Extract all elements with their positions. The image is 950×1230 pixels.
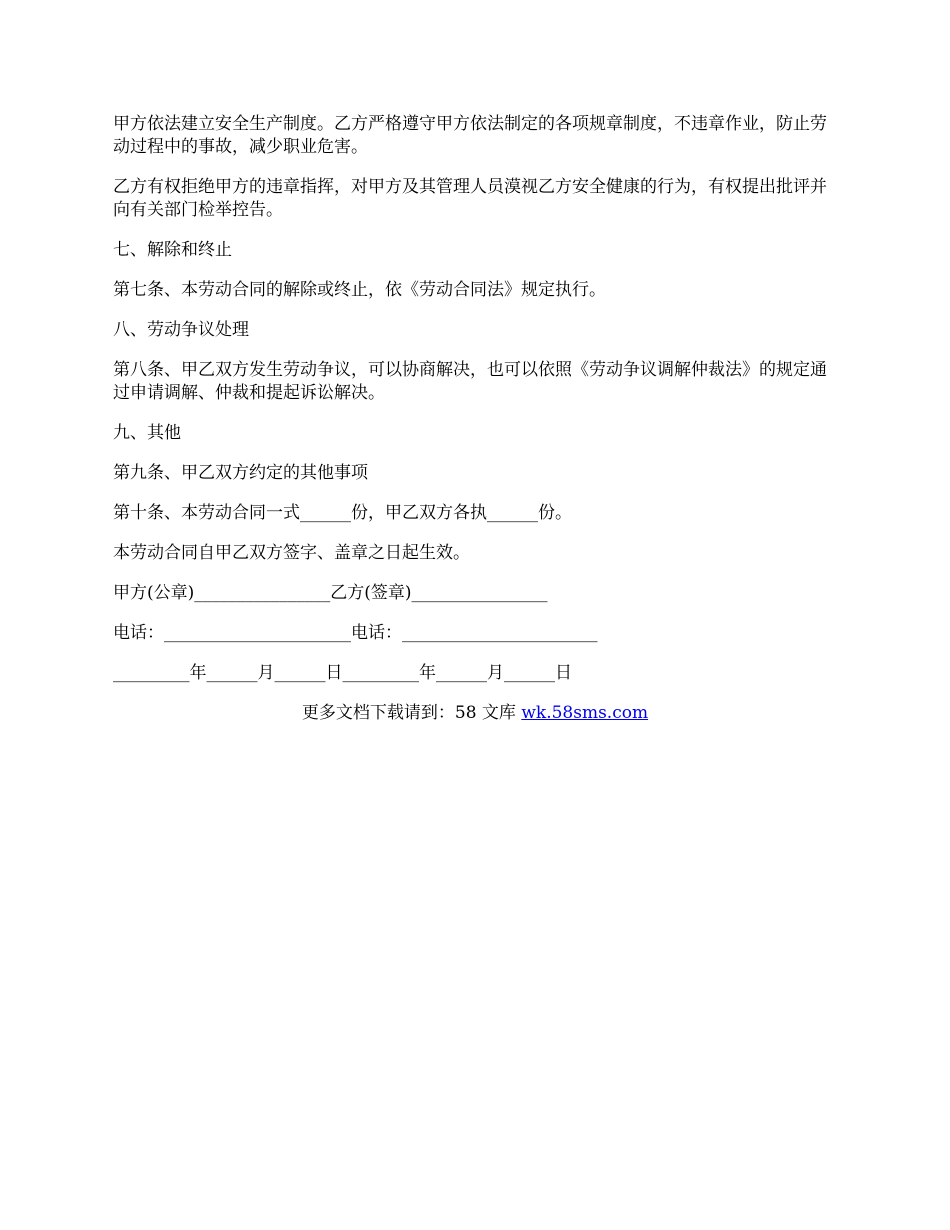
signature-line: 甲方(公章)________________乙方(签章)________________ — [113, 583, 548, 603]
paragraph-safety-rules: 甲方依法建立安全生产制度。乙方严格遵守甲方依法制定的各项规章制度，不违章作业，防止劳动过程中的事故，减少职业危害。 — [113, 114, 827, 157]
section-heading-termination: 七、解除和终止 — [113, 240, 232, 260]
phone-line: 电话：______________________电话：_______________________ — [113, 623, 598, 643]
document-body — [113, 113, 843, 685]
article-9: 第九条、甲乙双方约定的其他事项 — [113, 463, 368, 483]
download-footer — [0, 702, 950, 725]
paragraph-refuse-orders: 乙方有权拒绝甲方的违章指挥，对甲方及其管理人员漠视乙方安全健康的行为，有权提出批评并向有关部门检举控告。 — [113, 177, 827, 220]
footer-text: 更多文档下载请到：58 文库 — [301, 703, 522, 723]
article-10: 第十条、本劳动合同一式______份，甲乙双方各执______份。 — [113, 503, 572, 523]
article-7: 第七条、本劳动合同的解除或终止，依《劳动合同法》规定执行。 — [113, 280, 606, 300]
section-heading-other: 九、其他 — [113, 423, 181, 443]
effective-clause: 本劳动合同自甲乙双方签字、盖章之日起生效。 — [113, 543, 470, 563]
article-8: 第八条、甲乙双方发生劳动争议，可以协商解决，也可以依照《劳动争议调解仲裁法》的规定通过申请调解、仲裁和提起诉讼解决。 — [113, 360, 827, 403]
section-heading-dispute: 八、劳动争议处理 — [113, 320, 249, 340]
date-line: _________年______月______日_________年______月______日 — [113, 663, 572, 683]
footer-link[interactable]: wk.58sms.com — [521, 703, 649, 723]
